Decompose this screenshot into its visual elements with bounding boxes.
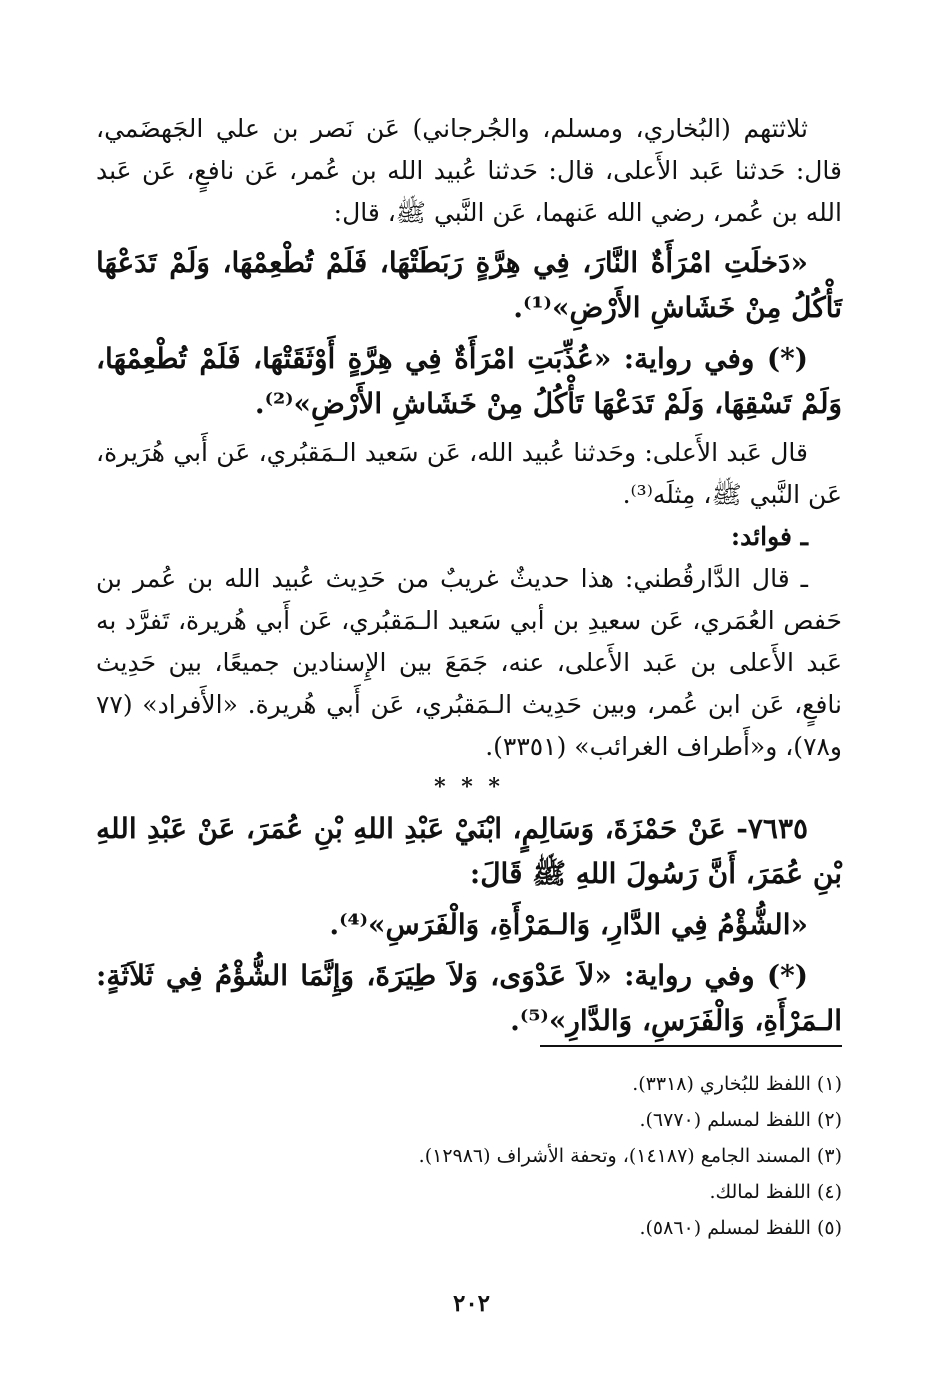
- paragraph-chain-2: قال عَبد الأَعلى: وحَدثنا عُبيد الله، عَن سَعيد الـمَقبُري، عَن أَبي هُرَيرة، عَن النَّبي ﷺ، مِثلَه⁽³⁾.: [96, 438, 842, 509]
- footnote-4: (٤) اللفظ لمالك.: [709, 1181, 842, 1203]
- benefits-heading: ـ فوائد:: [730, 522, 808, 551]
- paragraph-chain: ثلاثتهم (البُخاري، ومسلم، والجُرجاني) عَن نَصر بن علي الجَهضَمي، قال: حَدثنا عَبد الأَعلى، قال: حَدثنا عُبيد الله بن عُمر، عَن نافعٍ، عَن عَبد الله بن عُمر، رضي الله عَنهما، عَن النَّبي ﷺ، قال:: [96, 114, 842, 227]
- footnote-3: (٣) المسند الجامع (١٤١٨٧)، وتحفة الأشراف (١٢٩٨٦).: [418, 1145, 842, 1167]
- page-body: [96, 108, 842, 1043]
- section-separator: * * *: [434, 774, 504, 800]
- footnote-divider: [540, 1045, 842, 1047]
- footnote-1: (١) اللفظ للبُخاري (٣٣١٨).: [632, 1073, 842, 1095]
- footnote-5: (٥) اللفظ لمسلم (٥٨٦٠).: [639, 1217, 842, 1239]
- variant-narration-2: (*) وفي رواية: «لاَ عَدْوَى، وَلاَ طِيَرَةَ، وَإِنَّمَا الشُّؤْمُ فِي ثَلاَثَةٍ: الـمَرْأَةِ، وَالْفَرَسِ، وَالدَّارِ»⁽⁵⁾.: [96, 959, 842, 1037]
- benefits-paragraph: ـ قال الدَّارقُطني: هذا حديثٌ غريبٌ من حَدِيث عُبيد الله بن عُمر بن حَفص العُمَري، عَن سعيدِ بن أبي سَعيد الـمَقبُري، عَن أَبي هُريرة، تَفرَّد به عَبد الأَعلى بن عَبد الأَعلى، عنه، جَمَعَ بين الإِسنادين جميعًا، بين حَدِيث نافعٍ، عَن ابن عُمر، وبين حَدِيث الـمَقبُري، عَن أَبي هُريرة. «الأَفراد» (٧٧ و٧٨)، و«أَطراف الغرائب» (٣٣٥١).: [96, 564, 842, 761]
- page-number: ٢٠٢: [452, 1290, 491, 1317]
- variant-narration: (*) وفي رواية: «عُذِّبَتِ امْرَأَةٌ فِي هِرَّةٍ أَوْثَقَتْهَا، فَلَمْ تُطْعِمْهَا، وَلَمْ تَسْقِهَا، وَلَمْ تَدَعْهَا تَأْكُلُ مِنْ خَشَاشِ الأَرْضِ»⁽²⁾.: [96, 342, 842, 420]
- footnotes: [96, 1066, 842, 1246]
- hadith-number-paragraph: ٧٦٣٥- عَنْ حَمْزَةَ، وَسَالِمٍ، ابْنَيْ عَبْدِ اللهِ بْنِ عُمَرَ، عَنْ عَبْدِ اللهِ بْنِ عُمَرَ، أَنَّ رَسُولَ اللهِ ﷺ قَالَ:: [96, 812, 842, 890]
- footnote-2: (٢) اللفظ لمسلم (٦٧٧٠).: [639, 1109, 842, 1131]
- hadith-text: «دَخلَتِ امْرَأَةٌ النَّارَ، فِي هِرَّةٍ رَبَطَتْهَا، فَلَمْ تُطْعِمْهَا، وَلَمْ تَدَعْهَا تَأْكُلُ مِنْ خَشَاشِ الأَرْضِ»⁽¹⁾.: [96, 246, 842, 324]
- hadith-text-2: «الشُّؤْمُ فِي الدَّارِ، وَالـمَرْأَةِ، وَالْفَرَسِ»⁽⁴⁾.: [329, 908, 808, 941]
